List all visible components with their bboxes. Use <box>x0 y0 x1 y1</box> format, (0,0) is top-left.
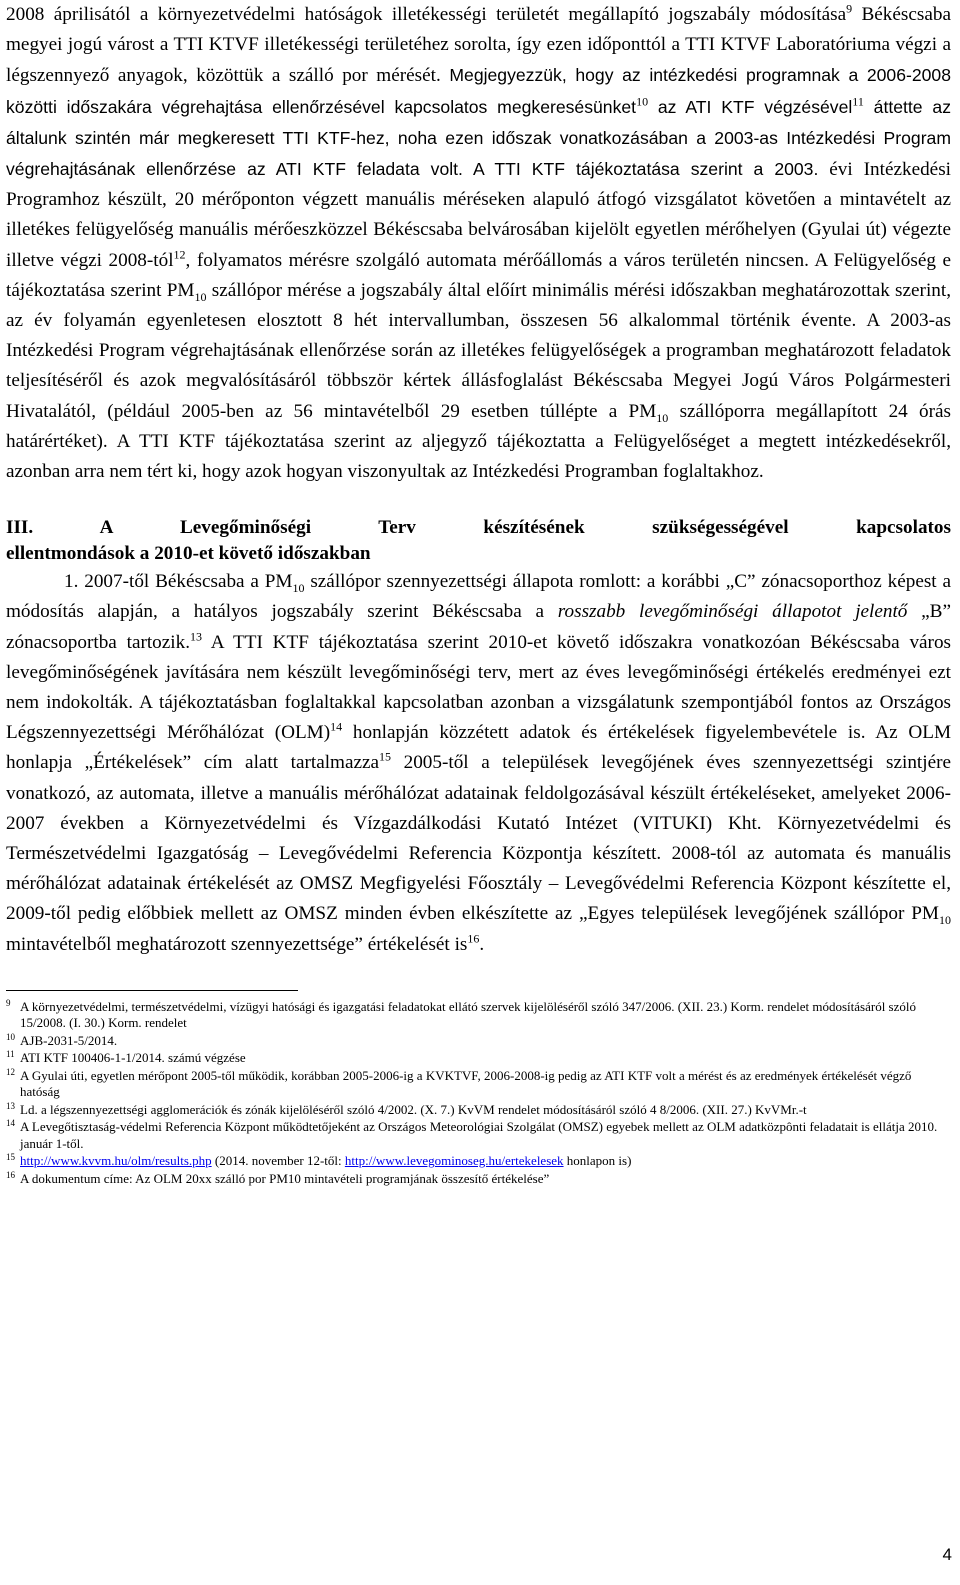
footnote-number: 16 <box>6 1169 15 1180</box>
footnote-ref-9[interactable]: 9 <box>846 1 853 16</box>
text-run: A Felügyelőség e tájékoztatása szerint PM <box>6 249 951 301</box>
text-run: 2008 áprilisától a környezetvédelmi hatóságok illetékességi területét megállapító jogszabály módosítása <box>6 4 847 25</box>
footnote-divider <box>6 990 298 991</box>
text-run: szállóporra megállapított 24 órás határértéket). A TTI KTF tájékoztatása szerint az aljegyző tájékoztatta a Felügyelőséget a megtett intézkedésekről, azonban arra nem tért ki, hogy azok hogyan viszonyultak az Intézkedési Programban foglaltakhoz. <box>6 400 951 483</box>
footnote-15 <box>6 1153 951 1170</box>
text-run: szállópor szennyezettségi állapota romlott: a korábbi „C” zónacsoporthoz képest a módosítás alapján, a hatályos jogszabály szerint Békéscsaba a <box>6 571 951 623</box>
footnote-text: AJB-2031-5/2014. <box>20 1032 118 1048</box>
footnote-text: A környezetvédelmi, természetvédelmi, vízügyi hatósági és igazgatási feladatokat ellátó szervek kijelöléséről szóló 347/2006. (XII. 23.) Korm. rendelet módosításáról szóló 15/2008. (I. 30.) Korm. rendelet <box>20 998 916 1031</box>
footnote-16 <box>6 1171 951 1188</box>
text-run: A tájékoztatásban foglaltakkal kapcsolatban azonban a vizsgálatunk szempontjából fontos az Országos Légszennyezettségi Mérőhálózat (OLM) <box>6 692 952 744</box>
footnote-number: 14 <box>6 1118 15 1129</box>
text-run: 1. 2007-től Békéscsaba a PM <box>64 571 293 593</box>
footnote-12 <box>6 1068 951 1101</box>
document-page <box>6 0 951 1188</box>
italic-text: rosszabb levegőminőségi állapotot jelentő <box>557 601 908 623</box>
kvvm-results-link[interactable]: http://www.kvvm.hu/olm/results.php <box>20 1153 212 1169</box>
footnote-ref-13[interactable]: 13 <box>190 629 203 644</box>
footnote-ref-12[interactable]: 12 <box>173 247 186 262</box>
body-paragraph-2 <box>6 567 951 960</box>
subscript: 10 <box>292 581 305 596</box>
footnote-ref-14[interactable]: 14 <box>330 719 343 734</box>
text-run: szállópor mérése a jogszabály által előírt minimális mérési időszakban meghatározottak szerint, az év folyamán egyenletesen elosztott 8 hét intervallumban, összesen 56 alkalommal történik évente. <box>6 279 952 332</box>
subscript: 10 <box>194 289 207 304</box>
text-run: honlapján közzétett adatok és értékelések figyelembevétele is. Az OLM honlapja „Értékelések” cím alatt tartalmazza <box>6 722 951 774</box>
footnote-number: 10 <box>6 1031 15 1042</box>
footnote-number: 13 <box>6 1100 15 1111</box>
footnote-text: ATI KTF 100406-1-1/2014. számú végzése <box>20 1050 246 1066</box>
footnote-ref-11[interactable]: 11 <box>852 94 864 109</box>
footnote-number: 11 <box>6 1049 15 1060</box>
section-heading-line-2: ellentmondások a 2010-et követő időszakban <box>6 543 371 565</box>
text-run: áttette az általunk szintén már megkeresett TTI KTF-hez, noha ezen időszak vonatkozásában a 2003-as Intézkedési Program végrehajtásának ellenőrzése az ATI KTF feladata volt. <box>6 96 951 180</box>
text-run: mintavételből meghatározott szennyezettsége” értékelését is <box>6 933 468 955</box>
subscript: 10 <box>656 410 669 425</box>
footnote-10 <box>6 1033 951 1050</box>
text-run: A TTI KTF tájékoztatása szerint a 2003. <box>462 159 819 180</box>
footnote-14 <box>6 1119 951 1152</box>
footnote-number: 12 <box>6 1066 15 1077</box>
text-run: , folyamatos mérésre szolgáló automata mérőállomás a város területén nincsen. <box>185 249 809 271</box>
section-heading: III. A Levegőminőségi Terv készítésének szükségességével kapcsolatos <box>6 517 951 539</box>
footnote-text: A Levegőtisztaság-védelmi Referencia Központ működtetőjeként az Országos Meteorológiai Szolgálat (OMSZ) egyebek mellett az OLM adatközpônti feladatait is ellátja 2010. január 1-től. <box>20 1119 938 1151</box>
levegominoseg-link[interactable]: http://www.levegominoseg.hu/ertekelesek <box>344 1153 564 1169</box>
text-run: Megjegyezzük, hogy az intézkedési programnak a 2006-2008 közötti időszakára végrehajtása ellenőrzésével kapcsolatos megkeresésünket <box>6 65 951 117</box>
text-run: . <box>479 933 485 955</box>
body-paragraph-1 <box>6 0 951 487</box>
text-run: A TTI KTF tájékoztatása szerint 2010-et követő időszakra vonatkozóan Békéscsaba város levegőminőségének javítására nem készült levegőminőségi terv, mert az éves levegőminőségi értékelés eredményei ezt nem indokolták. <box>6 631 952 714</box>
subscript: 10 <box>939 913 951 928</box>
page-number: 4 <box>942 1545 952 1564</box>
footnotes <box>6 999 951 1188</box>
footnote-text: honlapon is) <box>563 1153 632 1169</box>
text-run: Békéscsaba megyei jogú várost a TTI KTVF illetékességi területéhez sorolta, így ezen időponttól a TTI KTVF Laboratóriuma végzi a légszennyező anyagok, közöttük a szálló por mérését. <box>6 4 951 87</box>
footnote-text: A Gyulai úti, egyetlen mérőpont 2005-től működik, korábban 2005-2006-ig a KVKTVF, 2006-2008-ig pedig az ATI KTF volt a mérést és az eredmények értékelését végző hatóság <box>20 1067 912 1100</box>
footnote-9 <box>6 999 951 1032</box>
text-run: A 2003-as Intézkedési Program végrehajtásának ellenőrzése során az illetékes felügyelőségek a programban meghatározott feladatok teljesítéséről és azok megvalósításáról többször kértek állásfoglalást Békéscsaba Megyei Jogú Város Polgármesteri Hivatalától, (például 2005-ben az 56 mintavételből 29 esetben túllépte a PM <box>6 310 951 422</box>
text-run: 2005-től a települések levegőjének éves szennyezettségi szintjére vonatkozó, az automata, illetve a manuális mérőhálózat adatainak feldolgozásával készült értékeléseket, amelyeket 2006-2007 években a Környezetvédelmi és Vízgazdálkodási Kutató Intézet (VITUKI) Kht. Környezetvédelmi és Természetvédelmi Igazgatóság – Levegővédelmi Referencia Központja készített. 2008-tól az automata és manuális mérőhálózat adatainak értékelését az OMSZ Megfigyelési Főosztály – Levegővédelmi Referencia Központ készítette el, 2009-től pedig előbbiek mellett az OMSZ minden évben elkészítette az „Egyes települések levegőjének szállópor PM <box>6 752 951 925</box>
footnote-text: (2014. november 12-től: <box>211 1153 345 1169</box>
footnote-ref-10[interactable]: 10 <box>636 94 649 109</box>
text-run: „B” zónacsoportba tartozik. <box>6 601 951 653</box>
footnote-number: 15 <box>6 1152 15 1163</box>
footnote-ref-15[interactable]: 15 <box>379 750 392 765</box>
footnote-text: A dokumentum címe: Az OLM 20xx szálló por PM10 mintavételi programjának összesítő értékelése” <box>20 1170 550 1186</box>
footnote-ref-16[interactable]: 16 <box>467 931 480 946</box>
footnote-text: Ld. a légszennyezettségi agglomerációk és zónák kijelöléséről szóló 4/2002. (X. 7.) KvVM rendelet módosításáról szóló 4 8/2006. (XII. 27.) KvVMr.-t <box>20 1101 807 1117</box>
footnote-11 <box>6 1050 951 1067</box>
text-run: az ATI KTF végzésével <box>648 96 853 117</box>
footnote-number: 9 <box>6 997 11 1008</box>
text-run: évi Intézkedési Programhoz készült, 20 mérőponton végzett manuális méréseken alapuló átfogó vizsgálatot követően a mintavételt az illetékes felügyelőség manuális mérőeszközzel Békéscsaba belvárosában kijelölt egyetlen mérőhelyen (Gyulai út) végezte illetve végzi 2008-tól <box>6 159 951 271</box>
footnote-13 <box>6 1102 951 1119</box>
